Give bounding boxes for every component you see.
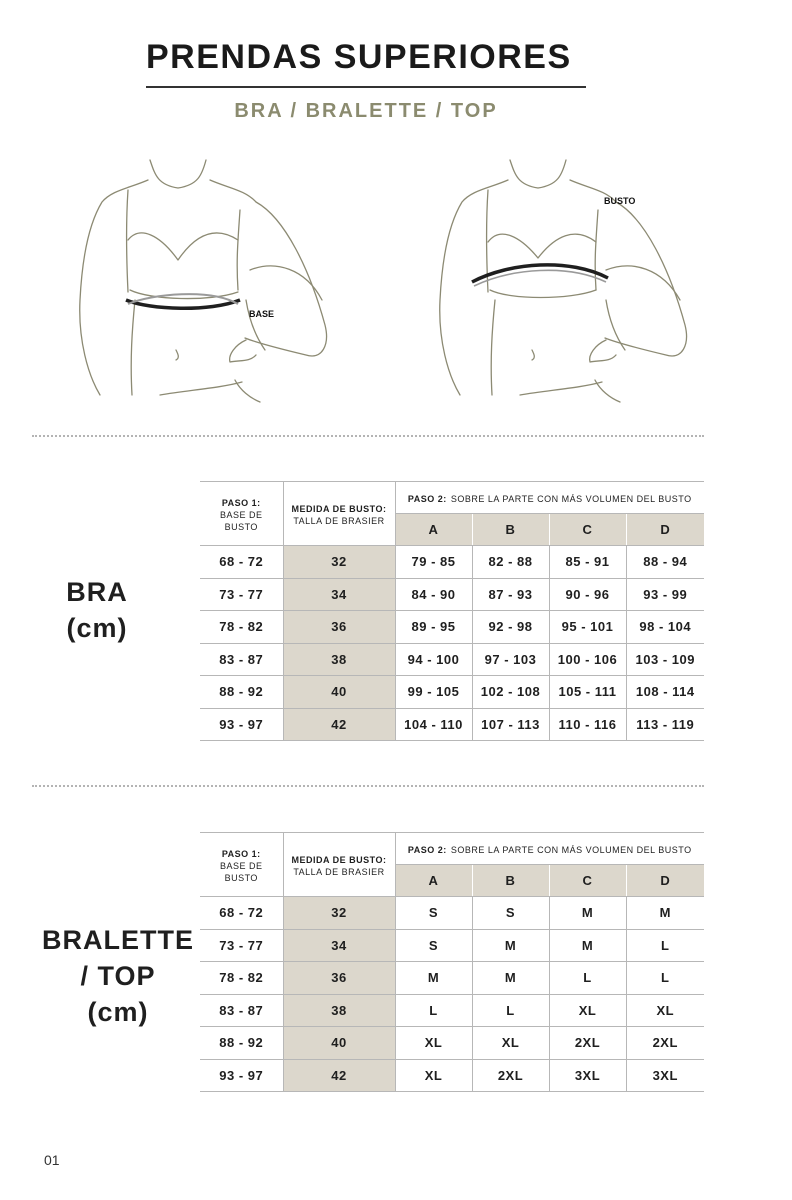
cup-a-header: A [395,514,472,546]
cup-c-cell: 85 - 91 [549,546,626,579]
cup-b-cell: M [472,929,549,962]
cup-b-cell: 2XL [472,1059,549,1092]
cup-d-cell: 98 - 104 [626,611,704,644]
base-cell: 93 - 97 [200,708,283,741]
base-cell: 93 - 97 [200,1059,283,1092]
cup-d-header: D [626,514,704,546]
cup-b-cell: 92 - 98 [472,611,549,644]
cup-a-cell: M [395,962,472,995]
bra-size-table [200,481,704,741]
cup-a-cell: XL [395,1027,472,1060]
bralette-label-line2: / TOP [80,961,156,991]
base-cell: 83 - 87 [200,994,283,1027]
base-cell: 73 - 77 [200,578,283,611]
cup-a-cell: 89 - 95 [395,611,472,644]
bra-size-cell: 38 [283,994,395,1027]
cup-c-cell: 100 - 106 [549,643,626,676]
paso1-line2: BUSTO [224,522,258,532]
cup-c-cell: 105 - 111 [549,676,626,709]
base-cell: 78 - 82 [200,962,283,995]
paso1-title: PASO 1: [221,498,261,508]
base-cell: 78 - 82 [200,611,283,644]
cup-a-cell: S [395,897,472,930]
cup-d-cell: 88 - 94 [626,546,704,579]
base-callout-label: BASE [249,309,275,319]
cup-a-cell: 79 - 85 [395,546,472,579]
cup-a-cell: 99 - 105 [395,676,472,709]
cup-a-cell: L [395,994,472,1027]
section-divider-1 [32,435,704,437]
bra-label-line2: (cm) [66,613,128,643]
cup-d-cell: M [626,897,704,930]
table-row [200,578,704,611]
cup-b-cell: 97 - 103 [472,643,549,676]
bra-size-cell: 42 [283,708,395,741]
cup-c-cell: 3XL [549,1059,626,1092]
cup-a-cell: 94 - 100 [395,643,472,676]
table-row [200,643,704,676]
paso2-subtitle: SOBRE LA PARTE CON MÁS VOLUMEN DEL BUSTO [450,845,692,855]
cup-b-header: B [472,514,549,546]
paso1-title: PASO 1: [221,849,261,859]
table-row [200,676,704,709]
paso2-header [395,833,704,865]
cup-c-header: C [549,514,626,546]
cup-b-cell: M [472,962,549,995]
torso-base-illustration [60,150,360,405]
medida-title: MEDIDA DE BUSTO: [291,504,387,514]
cup-d-cell: 113 - 119 [626,708,704,741]
paso2-subtitle: SOBRE LA PARTE CON MÁS VOLUMEN DEL BUSTO [450,494,692,504]
page-subtitle: BRA / BRALETTE / TOP [234,100,498,122]
cup-b-cell: 82 - 88 [472,546,549,579]
cup-c-cell: L [549,962,626,995]
cup-b-cell: L [472,994,549,1027]
table-row [200,897,704,930]
cup-c-cell: XL [549,994,626,1027]
bra-size-cell: 34 [283,929,395,962]
bra-size-cell: 40 [283,676,395,709]
cup-c-cell: 110 - 116 [549,708,626,741]
bra-size-cell: 36 [283,962,395,995]
cup-a-cell: S [395,929,472,962]
title-underline [146,86,586,88]
bra-size-cell: 34 [283,578,395,611]
paso2-title: PASO 2: [407,845,447,855]
cup-b-cell: S [472,897,549,930]
base-cell: 88 - 92 [200,676,283,709]
bust-callout-label: BUSTO [604,196,636,206]
medida-subtitle: TALLA DE BRASIER [293,867,385,877]
torso-bust-illustration [420,150,720,405]
cup-a-cell: XL [395,1059,472,1092]
medida-header [283,833,395,897]
cup-b-cell: 87 - 93 [472,578,549,611]
table-row [200,994,704,1027]
bralette-label-line1: BRALETTE [42,925,194,955]
page-title: PRENDAS SUPERIORES [146,38,572,76]
cup-d-cell: 108 - 114 [626,676,704,709]
cup-b-cell: XL [472,1027,549,1060]
cup-b-cell: 102 - 108 [472,676,549,709]
cup-c-cell: 90 - 96 [549,578,626,611]
table-row [200,929,704,962]
cup-b-cell: 107 - 113 [472,708,549,741]
cup-d-cell: 93 - 99 [626,578,704,611]
cup-d-cell: L [626,929,704,962]
bra-size-cell: 38 [283,643,395,676]
bralette-label-line3: (cm) [87,997,149,1027]
cup-a-cell: 104 - 110 [395,708,472,741]
bralette-section-label [30,922,206,1030]
medida-header [283,482,395,546]
base-cell: 73 - 77 [200,929,283,962]
cup-d-cell: 3XL [626,1059,704,1092]
cup-c-header: C [549,865,626,897]
medida-title: MEDIDA DE BUSTO: [291,855,387,865]
bralette-size-table [200,832,704,1092]
cup-d-cell: 2XL [626,1027,704,1060]
bra-section-label [38,574,156,646]
paso1-line1: BASE DE [219,861,263,871]
cup-a-cell: 84 - 90 [395,578,472,611]
base-cell: 83 - 87 [200,643,283,676]
bra-size-cell: 32 [283,897,395,930]
bra-size-cell: 40 [283,1027,395,1060]
table-row [200,1027,704,1060]
medida-subtitle: TALLA DE BRASIER [293,516,385,526]
bra-size-cell: 32 [283,546,395,579]
paso1-line1: BASE DE [219,510,263,520]
cup-d-cell: L [626,962,704,995]
cup-d-header: D [626,865,704,897]
cup-c-cell: M [549,929,626,962]
cup-b-header: B [472,865,549,897]
cup-c-cell: M [549,897,626,930]
paso1-header [200,833,283,897]
cup-d-cell: 103 - 109 [626,643,704,676]
table-row [200,1059,704,1092]
table-row [200,962,704,995]
table-row [200,546,704,579]
cup-c-cell: 2XL [549,1027,626,1060]
base-cell: 68 - 72 [200,546,283,579]
base-cell: 88 - 92 [200,1027,283,1060]
bra-size-cell: 36 [283,611,395,644]
paso1-header [200,482,283,546]
cup-d-cell: XL [626,994,704,1027]
paso1-line2: BUSTO [224,873,258,883]
table-row [200,708,704,741]
table-row [200,611,704,644]
cup-a-header: A [395,865,472,897]
cup-c-cell: 95 - 101 [549,611,626,644]
bra-label-line1: BRA [66,577,128,607]
bra-size-cell: 42 [283,1059,395,1092]
paso2-header [395,482,704,514]
section-divider-2 [32,785,704,787]
paso2-title: PASO 2: [407,494,447,504]
page-number: 01 [44,1152,60,1168]
base-cell: 68 - 72 [200,897,283,930]
